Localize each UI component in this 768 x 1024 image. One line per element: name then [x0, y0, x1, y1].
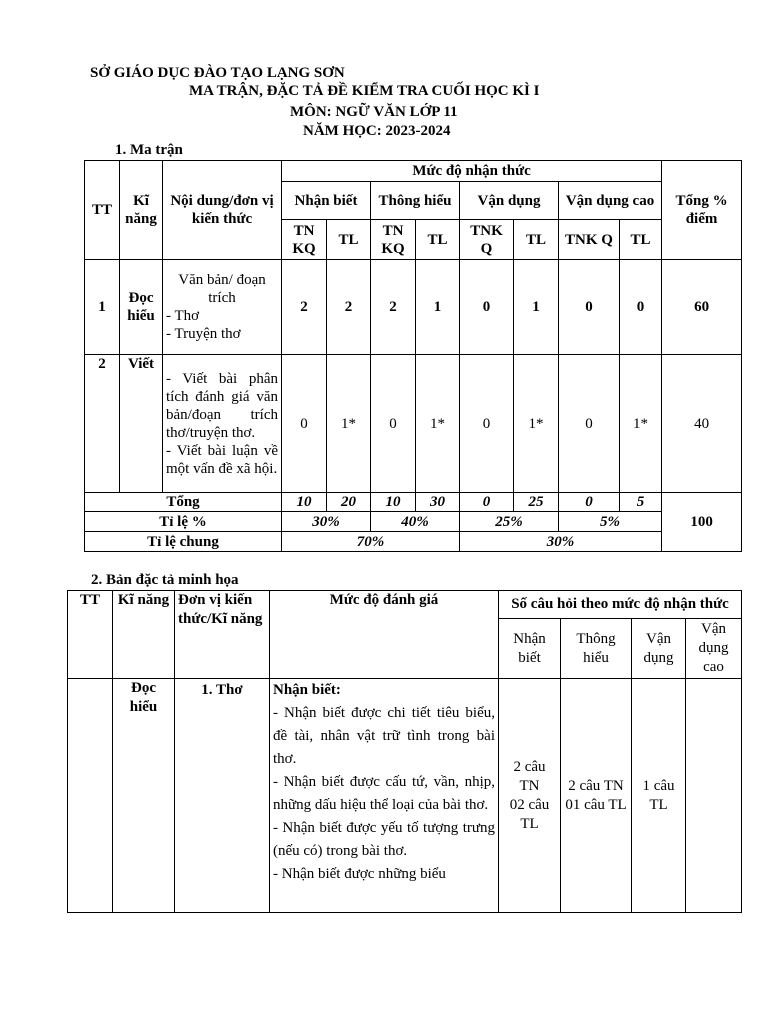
cell-value: 0 — [282, 355, 327, 493]
ratio-value: 30% — [282, 512, 371, 532]
spec-header-level: Mức độ đánh giá — [270, 591, 499, 679]
row-skill: Viết — [120, 355, 163, 493]
ratio-total: 100 — [662, 493, 742, 552]
row-total: 60 — [662, 260, 742, 355]
matrix-table — [84, 160, 742, 552]
cell-value: 0 — [559, 355, 620, 493]
sub-header: TL — [327, 220, 371, 260]
level-apply-high: Vận dụng cao — [559, 182, 662, 220]
ratio-value: 40% — [371, 512, 460, 532]
row-skill: Đọc hiểu — [120, 260, 163, 355]
spec-level-apply-high: Vận dụng cao — [686, 619, 742, 679]
level-understand: Thông hiểu — [371, 182, 460, 220]
header-title: MA TRẬN, ĐẶC TẢ ĐỀ KIỂM TRA CUỐI HỌC KÌ I — [189, 83, 540, 99]
cell-value: 1 — [514, 260, 559, 355]
sum-value: 10 — [371, 493, 416, 512]
matrix-header-tt: TT — [85, 161, 120, 260]
cell-value: 0 — [460, 260, 514, 355]
spec-row-tt — [68, 679, 113, 913]
sum-label: Tổng — [85, 493, 282, 512]
level-apply: Vận dụng — [460, 182, 559, 220]
matrix-header-level: Mức độ nhận thức — [282, 161, 662, 182]
header-department: SỞ GIÁO DỤC ĐÀO TẠO LẠNG SƠN — [90, 65, 345, 81]
common-label: Tỉ lệ chung — [85, 532, 282, 552]
level-heading: Nhận biết: — [273, 682, 341, 698]
cell-value: 1 — [416, 260, 460, 355]
cell-value: 2 — [282, 260, 327, 355]
cell-value: 0 — [559, 260, 620, 355]
spec-row-skill: Đọc hiểu — [113, 679, 175, 913]
content-title: Văn bản/ đoạn trích — [178, 272, 266, 306]
sum-value: 25 — [514, 493, 559, 512]
content-items: - Thơ - Truyện thơ — [166, 308, 241, 342]
cell-value: 1* — [514, 355, 559, 493]
cell-value: 1* — [416, 355, 460, 493]
level-recognize: Nhận biết — [282, 182, 371, 220]
sum-value: 0 — [460, 493, 514, 512]
sub-header: TN KQ — [371, 220, 416, 260]
level-description: - Nhận biết được chi tiết tiêu biểu, đề tài, nhân vật trữ tình trong bài thơ. - Nhận biết được cấu tứ, vần, nhịp, những dấu hiệu thể loại của bài thơ. - Nhận biết được yếu tố tượng trưng (nếu có) trong bài thơ. - Nhận biết được những biểu — [273, 705, 495, 882]
spec-count-apply-high — [686, 679, 742, 913]
sub-header: TL — [620, 220, 662, 260]
ratio-value: 5% — [559, 512, 662, 532]
row-content: - Viết bài phân tích đánh giá văn bản/đoạn trích thơ/truyện thơ. - Viết bài luận về một vấn đề xã hội. — [163, 355, 282, 493]
cell-value: 2 — [371, 260, 416, 355]
spec-header-skill: Kĩ năng — [113, 591, 175, 679]
spec-row-level — [270, 679, 499, 913]
spec-header-unit: Đơn vị kiến thức/Kĩ năng — [175, 591, 270, 679]
cell-value: 2 — [327, 260, 371, 355]
spec-header-tt: TT — [68, 591, 113, 679]
spec-count-apply: 1 câu TL — [632, 679, 686, 913]
cell-value: 1* — [620, 355, 662, 493]
section2-title: 2. Bản đặc tả minh họa — [91, 572, 239, 588]
ratio-value: 25% — [460, 512, 559, 532]
cell-value: 1* — [327, 355, 371, 493]
spec-level-understand: Thông hiểu — [561, 619, 632, 679]
cell-value: 0 — [620, 260, 662, 355]
spec-table — [67, 590, 742, 913]
row-total: 40 — [662, 355, 742, 493]
sub-header: TL — [514, 220, 559, 260]
spec-row-unit: 1. Thơ — [175, 679, 270, 913]
header-subject: MÔN: NGỮ VĂN LỚP 11 — [290, 104, 458, 120]
matrix-header-skill: Kĩ năng — [120, 161, 163, 260]
spec-count-understand: 2 câu TN 01 câu TL — [561, 679, 632, 913]
cell-value: 0 — [371, 355, 416, 493]
ratio-label: Tỉ lệ % — [85, 512, 282, 532]
common-value: 30% — [460, 532, 662, 552]
cell-value: 0 — [460, 355, 514, 493]
sum-value: 5 — [620, 493, 662, 512]
sum-value: 10 — [282, 493, 327, 512]
sub-header: TNK Q — [559, 220, 620, 260]
sub-header: TNK Q — [460, 220, 514, 260]
sub-header: TL — [416, 220, 460, 260]
sum-value: 30 — [416, 493, 460, 512]
sum-value: 20 — [327, 493, 371, 512]
section1-title: 1. Ma trận — [115, 142, 183, 158]
spec-level-recognize: Nhận biết — [499, 619, 561, 679]
sum-value: 0 — [559, 493, 620, 512]
spec-level-apply: Vận dụng — [632, 619, 686, 679]
matrix-header-content: Nội dung/đơn vị kiến thức — [163, 161, 282, 260]
spec-count-recognize: 2 câu TN 02 câu TL — [499, 679, 561, 913]
row-tt: 1 — [85, 260, 120, 355]
matrix-header-total: Tổng % điểm — [662, 161, 742, 260]
row-tt: 2 — [85, 355, 120, 493]
row-content — [163, 260, 282, 355]
spec-header-count: Số câu hỏi theo mức độ nhận thức — [499, 591, 742, 619]
header-school-year: NĂM HỌC: 2023-2024 — [303, 123, 451, 139]
sub-header: TN KQ — [282, 220, 327, 260]
common-value: 70% — [282, 532, 460, 552]
